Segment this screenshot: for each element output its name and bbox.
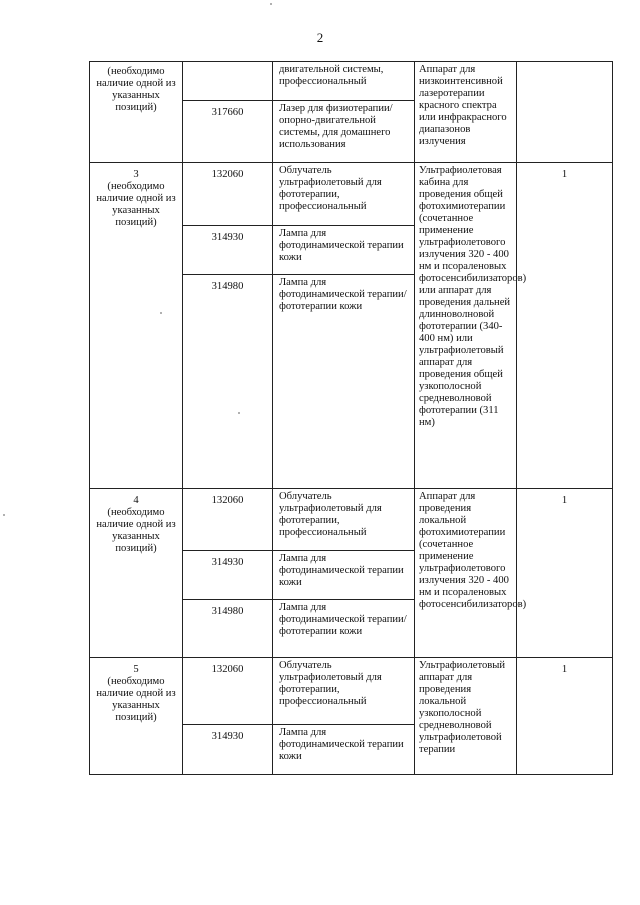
name-cell: Лампа для фотодинамической терапии кожи (273, 226, 415, 275)
name-cell: двигательной системы, профессиональный (273, 62, 415, 101)
table-row (90, 163, 613, 226)
group-cell (90, 163, 183, 489)
group-text: (необходимо наличие одной из указанных позиций) (96, 181, 176, 228)
code-cell: 314930 (183, 226, 273, 275)
description-cell: Аппарат для проведения локальной фотохимиотерапии (сочетанное применение ультрафиолетового излучения 320 - 400 нм и псораленовых фотосенсибилизаторов) (415, 489, 517, 658)
group-number: 5 (133, 664, 139, 675)
group-cell (90, 489, 183, 658)
code-cell: 132060 (183, 658, 273, 725)
name-cell: Лампа для фотодинамической терапии/фототерапии кожи (273, 600, 415, 658)
group-text: (необходимо наличие одной из указанных позиций) (96, 507, 176, 554)
group-text: (необходимо наличие одной из указанных позиций) (96, 676, 176, 723)
group-number: 3 (133, 169, 139, 180)
page-number: 2 (316, 30, 324, 45)
description-cell: Ультрафиолетовый аппарат для проведения локальной узкополосной средневолновой ультрафиолетовой терапии (415, 658, 517, 775)
code-cell (183, 62, 273, 101)
quantity-cell: 1 (517, 489, 613, 658)
table-row (90, 489, 613, 551)
scan-speck (238, 412, 240, 414)
quantity-cell: 1 (517, 163, 613, 489)
quantity-cell (517, 62, 613, 163)
name-cell: Облучатель ультрафиолетовый для фототерапии, профессиональный (273, 658, 415, 725)
scan-speck (3, 514, 5, 516)
description-cell: Аппарат для низкоинтенсивной лазеротерапии красного спектра или инфракрасного диапазонов излучения (415, 62, 517, 163)
code-cell: 314980 (183, 600, 273, 658)
description-cell: Ультрафиолетовая кабина для проведения общей фотохимиотерапии (сочетанное применение ультрафиолетового излучения 320 - 400 нм и псораленовых фотосенсибилизаторов) или аппарат для проведения дальней длинноволновой фототерапии (340-400 нм) или ультрафиолетовый аппарат для проведения общей узкополосной средневолновой фототерапии (311 нм) (415, 163, 517, 489)
table-row (90, 62, 613, 101)
code-cell: 132060 (183, 163, 273, 226)
name-cell: Лампа для фотодинамической терапии кожи (273, 725, 415, 775)
name-cell: Лазер для физиотерапии/опорно-двигательной системы, для домашнего использования (273, 101, 415, 163)
group-text: (необходимо наличие одной из указанных позиций) (96, 66, 176, 113)
name-cell: Облучатель ультрафиолетовый для фототерапии, профессиональный (273, 489, 415, 551)
group-cell (90, 62, 183, 163)
name-cell: Облучатель ультрафиолетовый для фототерапии, профессиональный (273, 163, 415, 226)
scan-speck (270, 3, 272, 5)
group-cell (90, 658, 183, 775)
name-cell: Лампа для фотодинамической терапии/фототерапии кожи (273, 275, 415, 489)
quantity-cell: 1 (517, 658, 613, 775)
table-row (90, 658, 613, 725)
code-cell: 314980 (183, 275, 273, 489)
name-cell: Лампа для фотодинамической терапии кожи (273, 551, 415, 600)
code-cell: 314930 (183, 551, 273, 600)
code-cell: 317660 (183, 101, 273, 163)
equipment-table (89, 61, 613, 775)
code-cell: 314930 (183, 725, 273, 775)
code-cell: 132060 (183, 489, 273, 551)
scan-speck (160, 312, 162, 314)
group-number: 4 (133, 495, 139, 506)
